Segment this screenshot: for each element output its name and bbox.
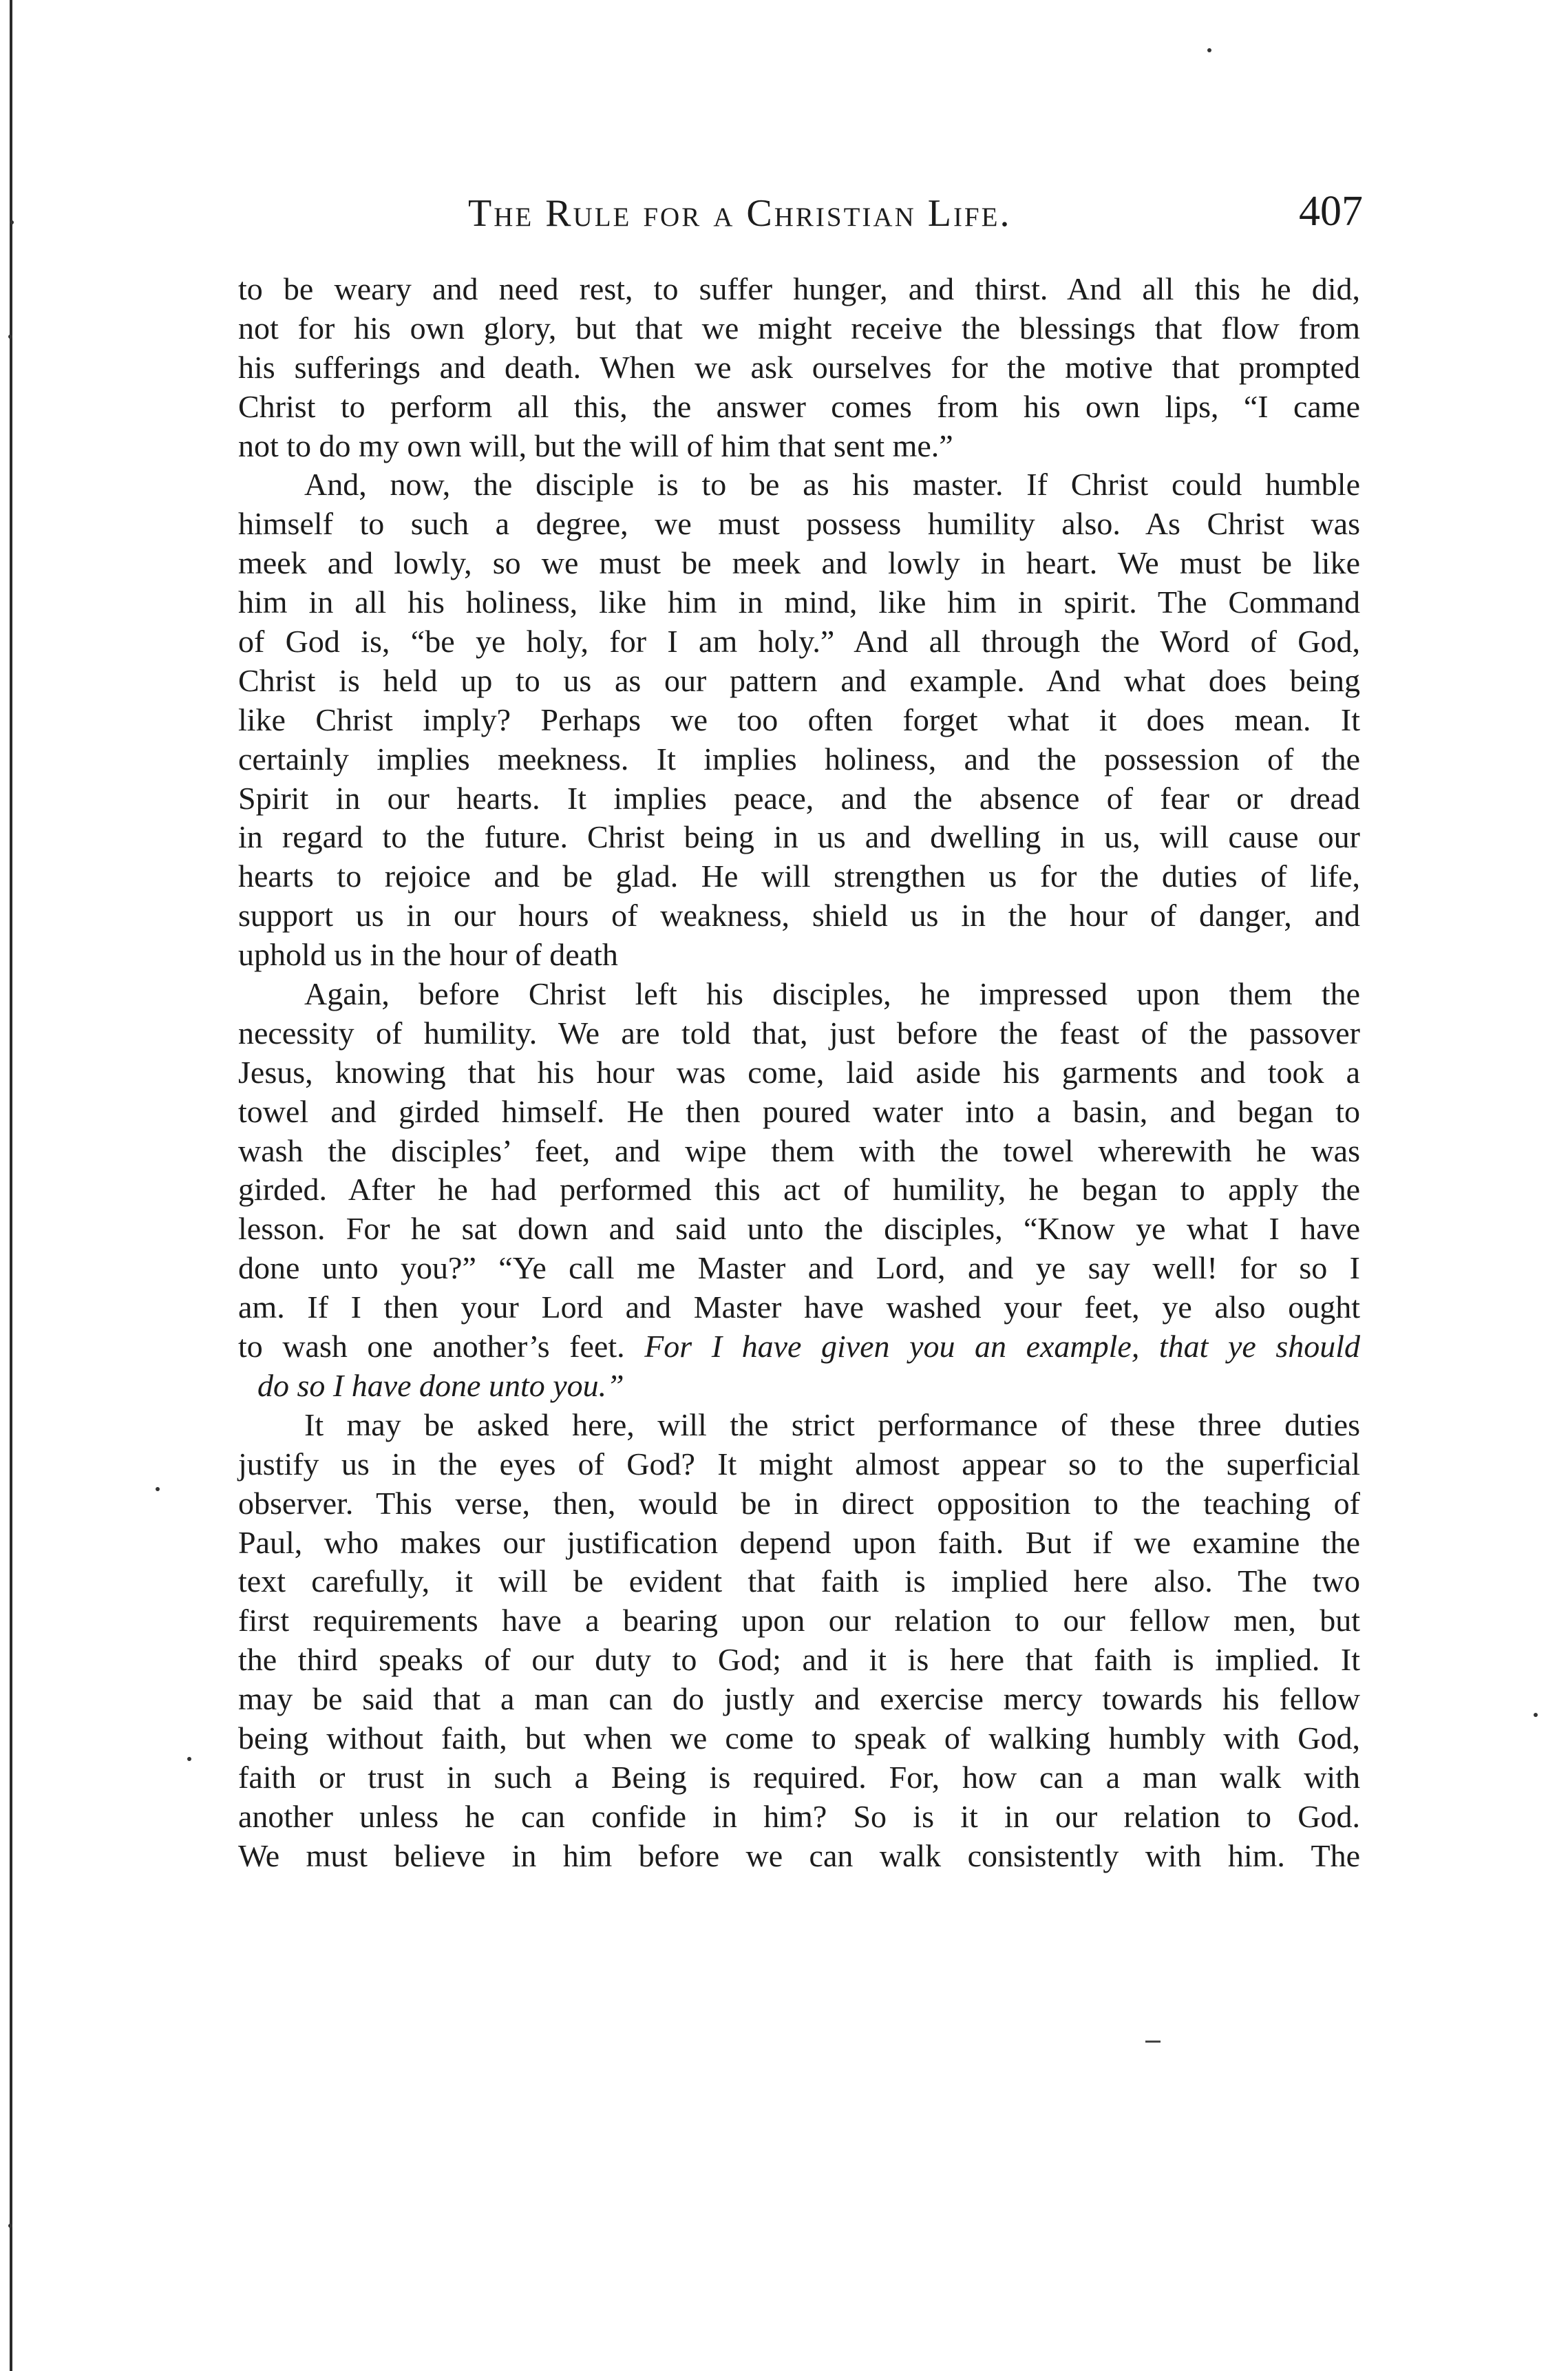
scan-speck xyxy=(156,1487,160,1491)
text-line: am. If I then your Lord and Master have washed your feet, ye also ought xyxy=(238,1289,1360,1325)
text-line: observer. This verse, then, would be in direct opposition to the teaching of xyxy=(238,1485,1360,1521)
running-title: The Rule for a Christian Life. xyxy=(468,192,1012,235)
text-line: himself to such a degree, we must possess humility also. As Christ was xyxy=(238,506,1360,542)
text-line: certainly implies meekness. It implies holiness, and the possession of the xyxy=(238,741,1360,777)
text-line: towel and girded himself. He then poured water into a basin, and began to xyxy=(238,1093,1360,1129)
text-line: being without faith, but when we come to speak of walking humbly with God, xyxy=(238,1720,1360,1756)
text-line: Paul, who makes our justification depend upon faith. But if we examine the xyxy=(238,1524,1360,1560)
paragraph-first-line: It may be asked here, will the strict performance of these three duties xyxy=(304,1406,1360,1442)
text-line: the third speaks of our duty to God; and it is here that faith is implied. It xyxy=(238,1642,1360,1678)
text-line: Christ is held up to us as our pattern and example. And what does being xyxy=(238,662,1360,698)
paragraph-first-line: Again, before Christ left his disciples, he impressed upon them the xyxy=(304,976,1360,1012)
text-line: of God is, “be ye holy, for I am holy.” And all through the Word of God, xyxy=(238,624,1360,660)
text-line: necessity of humility. We are told that, just before the feast of the passover xyxy=(238,1015,1360,1051)
text-line: support us in our hours of weakness, shield us in the hour of danger, and xyxy=(238,898,1360,934)
text-line: Spirit in our hearts. It implies peace, and the absence of fear or dread xyxy=(238,780,1360,816)
scan-speck xyxy=(8,2224,12,2228)
scan-speck xyxy=(1534,1713,1538,1717)
scan-speck xyxy=(8,335,12,339)
text-line-with-italic xyxy=(238,1327,1360,1367)
text-line: not for his own glory, but that we might receive the blessings that flow from xyxy=(238,310,1360,346)
text-line: Jesus, knowing that his hour was come, laid aside his garments and took a xyxy=(238,1054,1360,1090)
text-line: done unto you?” “Ye call me Master and Lord, and ye say well! for so I xyxy=(238,1250,1360,1286)
scan-speck xyxy=(10,220,14,224)
paragraph-first-line: And, now, the disciple is to be as his master. If Christ could humble xyxy=(304,467,1360,503)
text-line: hearts to rejoice and be glad. He will strengthen us for the duties of life, xyxy=(238,858,1360,894)
text-line: not to do my own will, but the will of him that sent me.” xyxy=(238,428,953,463)
scan-speck xyxy=(187,1757,191,1761)
text-line: may be said that a man can do justly and exercise mercy towards his fellow xyxy=(238,1681,1360,1717)
italic-quotation-line: do so I have done unto you.” xyxy=(257,1367,624,1403)
text-line: girded. After he had performed this act of humility, he began to apply the xyxy=(238,1172,1360,1208)
text-segment: to wash one another’s feet. xyxy=(238,1329,625,1364)
body-text xyxy=(238,270,1360,1876)
scan-speck xyxy=(1207,48,1211,52)
text-line: first requirements have a bearing upon our relation to our fellow men, but xyxy=(238,1603,1360,1638)
text-line: text carefully, it will be evident that faith is implied here also. The two xyxy=(238,1563,1360,1599)
text-line: uphold us in the hour of death xyxy=(238,937,618,973)
text-line: another unless he can confide in him? So is it in our relation to God. xyxy=(238,1798,1360,1834)
binding-edge-line xyxy=(10,0,12,2371)
text-line: wash the disciples’ feet, and wipe them with the towel wherewith he was xyxy=(238,1132,1360,1168)
text-line: We must believe in him before we can walk consistently with him. The xyxy=(238,1837,1360,1873)
text-line: meek and lowly, so we must be meek and lowly in heart. We must be like xyxy=(238,545,1360,581)
text-line: his sufferings and death. When we ask ourselves for the motive that prompted xyxy=(238,349,1360,385)
text-line: to be weary and need rest, to suffer hunger, and thirst. And all this he did, xyxy=(238,271,1360,306)
page-number: 407 xyxy=(1299,188,1363,235)
italic-quotation: For I have given you an example, that ye should xyxy=(644,1329,1361,1364)
text-line: justify us in the eyes of God? It might almost appear so to the superficial xyxy=(238,1446,1360,1482)
text-line: in regard to the future. Christ being in us and dwelling in us, will cause our xyxy=(238,819,1360,855)
text-line: faith or trust in such a Being is required. For, how can a man walk with xyxy=(238,1759,1360,1795)
text-line: like Christ imply? Perhaps we too often forget what it does mean. It xyxy=(238,702,1360,737)
page-header xyxy=(234,188,1363,253)
footer-dash xyxy=(1145,2041,1161,2043)
text-line: him in all his holiness, like him in mind, like him in spirit. The Command xyxy=(238,584,1360,620)
text-line: Christ to perform all this, the answer comes from his own lips, “I came xyxy=(238,388,1360,424)
text-line: lesson. For he sat down and said unto the disciples, “Know ye what I have xyxy=(238,1211,1360,1247)
